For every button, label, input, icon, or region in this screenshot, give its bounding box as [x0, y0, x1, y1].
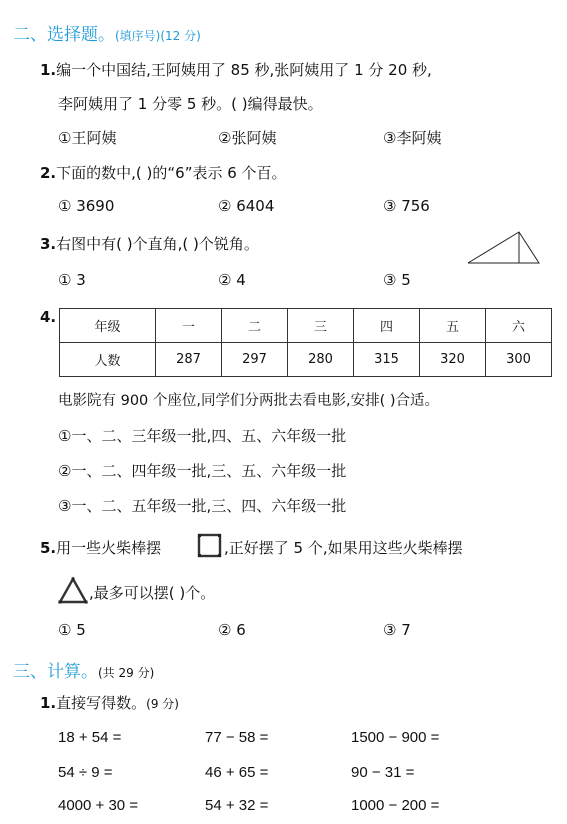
question-3-line	[40, 233, 259, 254]
q4-option-2[interactable]: ②一、二、四年级一批,三、五、六年级一批	[58, 462, 347, 480]
table-cell: 320	[420, 343, 486, 377]
question-number: 1.	[40, 61, 57, 79]
table-header-cell: 四	[354, 309, 420, 343]
q4-option-1[interactable]: ①一、二、三年级一批,四、五、六年级一批	[58, 427, 347, 445]
table-header-row	[60, 309, 552, 343]
q4-option-3[interactable]: ③一、二、五年级一批,三、四、六年级一批	[58, 497, 347, 515]
table-cell: 315	[354, 343, 420, 377]
q1-option-1[interactable]: ①王阿姨	[58, 129, 117, 147]
section-3-title: 三、计算。	[13, 662, 98, 682]
q2-option-3[interactable]: ③ 756	[383, 197, 430, 215]
matchstick-triangle-icon	[58, 576, 90, 606]
calc-problem: 77 − 58 =	[205, 729, 269, 746]
question-5-line2: ,最多可以摆( )个。	[89, 584, 216, 602]
table-header-cell: 六	[486, 309, 552, 343]
table-header-cell: 一	[156, 309, 222, 343]
section-3-header	[13, 657, 154, 682]
table-row	[60, 343, 552, 377]
section-3-note: (共 29 分)	[98, 666, 155, 680]
table-cell: 300	[486, 343, 552, 377]
table-cell: 人数	[60, 343, 156, 377]
section-2-note: (填序号)(12 分)	[115, 29, 201, 43]
table-cell: 297	[222, 343, 288, 377]
q5-option-3[interactable]: ③ 7	[383, 621, 411, 639]
question-number: 1.	[40, 694, 57, 712]
question-4-text: 电影院有 900 个座位,同学们分两批去看电影,安排( )合适。	[58, 393, 440, 409]
section-2-header	[13, 20, 201, 45]
question-1-line1	[40, 59, 432, 80]
table-header-cell: 三	[288, 309, 354, 343]
calc-problem: 54 ÷ 9 =	[58, 764, 113, 781]
section-2-title: 二、选择题。	[13, 25, 115, 45]
q3-option-3[interactable]: ③ 5	[383, 271, 411, 289]
calc-problem: 4000 + 30 =	[58, 797, 139, 814]
calc-problem: 1000 − 200 =	[351, 797, 440, 814]
q3-option-1[interactable]: ① 3	[58, 271, 86, 289]
calc-problem: 54 + 32 =	[205, 797, 269, 814]
triangle-figure	[466, 230, 542, 266]
matchstick-square-icon	[196, 531, 224, 561]
table-cell: 280	[288, 343, 354, 377]
question-2-text: 下面的数中,( )的“6”表示 6 个百。	[56, 164, 287, 182]
question-number: 2.	[40, 164, 57, 182]
calc-problem: 46 + 65 =	[205, 764, 269, 781]
question-number: 5.	[40, 539, 57, 557]
table-header-cell: 二	[222, 309, 288, 343]
section-3-question-1-note: (9 分)	[146, 697, 179, 711]
table-header-cell: 年级	[60, 309, 156, 343]
question-number: 3.	[40, 235, 57, 253]
q1-option-2[interactable]: ②张阿姨	[218, 129, 277, 147]
grade-table	[59, 308, 552, 377]
q2-option-2[interactable]: ② 6404	[218, 197, 275, 215]
question-4-number: 4.	[40, 308, 57, 326]
table-header-cell: 五	[420, 309, 486, 343]
question-3-text: 右图中有( )个直角,( )个锐角。	[56, 235, 259, 253]
calc-problem: 1500 − 900 =	[351, 729, 440, 746]
section-3-question-1	[40, 692, 179, 713]
table-cell: 287	[156, 343, 222, 377]
question-5-text-b: ,正好摆了 5 个,如果用这些火柴棒摆	[224, 539, 463, 557]
question-1-text: 编一个中国结,王阿姨用了 85 秒,张阿姨用了 1 分 20 秒,	[56, 61, 432, 79]
q5-option-2[interactable]: ② 6	[218, 621, 246, 639]
question-5-text-a: 用一些火柴棒摆	[56, 539, 162, 557]
q3-option-2[interactable]: ② 4	[218, 271, 246, 289]
section-3-question-1-text: 直接写得数。	[56, 694, 147, 712]
question-1-line2: 李阿姨用了 1 分零 5 秒。( )编得最快。	[58, 95, 323, 113]
question-5-line1	[40, 537, 161, 558]
q1-option-3[interactable]: ③李阿姨	[383, 129, 442, 147]
question-2-line	[40, 162, 287, 183]
calc-problem: 90 − 31 =	[351, 764, 415, 781]
q5-option-1[interactable]: ① 5	[58, 621, 86, 639]
calc-problem: 18 + 54 =	[58, 729, 122, 746]
q2-option-1[interactable]: ① 3690	[58, 197, 115, 215]
